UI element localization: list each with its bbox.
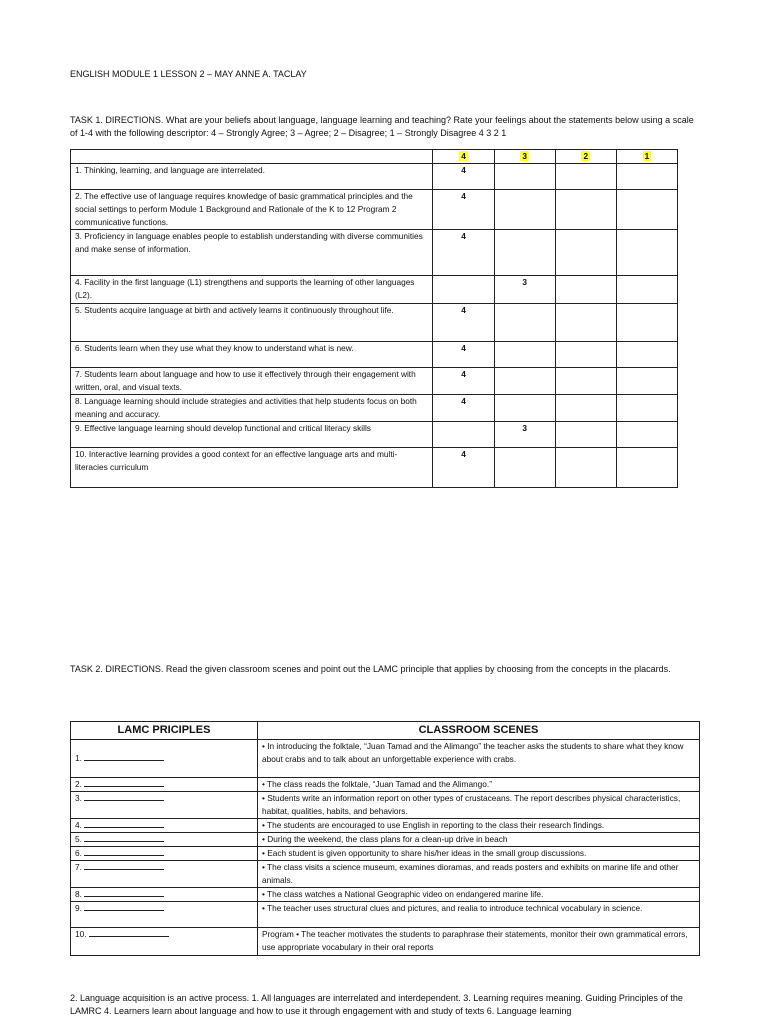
rating-cell-1[interactable]: [616, 422, 677, 448]
rating-cell-4[interactable]: 4: [433, 164, 494, 190]
rating-body: [71, 164, 678, 488]
answer-blank[interactable]: [84, 778, 164, 787]
rating-cell-1[interactable]: [616, 276, 677, 304]
rating-cell-1[interactable]: [616, 230, 677, 276]
rating-cell-4[interactable]: 4: [433, 448, 494, 488]
lamc-item-number: 1.: [75, 753, 82, 763]
rating-cell-1[interactable]: [616, 190, 677, 230]
lamc-scene-cell: • Students write an information report on other types of crustaceans. The report describes physical characteristics, habitat, qualities, habits, and behaviors.: [258, 792, 700, 819]
rating-cell-3[interactable]: [494, 304, 555, 342]
lamc-header-principles: LAMC PRICIPLES: [71, 722, 258, 740]
rating-cell-3[interactable]: [494, 342, 555, 368]
rating-header-4: 4: [433, 150, 494, 164]
rating-cell-1[interactable]: [616, 395, 677, 422]
rating-cell-4[interactable]: [433, 276, 494, 304]
lamc-row: [71, 740, 700, 778]
rating-row: [71, 342, 678, 368]
lamc-row: [71, 819, 700, 833]
lamc-item-number: 9.: [75, 903, 82, 913]
rating-cell-4[interactable]: [433, 422, 494, 448]
lamc-item-number: 10.: [75, 929, 87, 939]
rating-statement: 5. Students acquire language at birth and actively learns it continuously throughout life.: [71, 304, 433, 342]
lamc-principle-cell[interactable]: [71, 740, 258, 778]
rating-cell-3[interactable]: [494, 368, 555, 395]
rating-statement: 2. The effective use of language requires knowledge of basic grammatical principles and the social settings to perform Module 1 Background and Rationale of the K to 12 Program 2 communicative functions.: [71, 190, 433, 230]
lamc-header-scenes: CLASSROOM SCENES: [258, 722, 700, 740]
lamc-principle-cell[interactable]: [71, 861, 258, 888]
rating-cell-2[interactable]: [555, 304, 616, 342]
lamc-scene-cell: • The teacher uses structural clues and pictures, and realia to introduce technical vocabulary in science.: [258, 902, 700, 928]
rating-cell-1[interactable]: [616, 164, 677, 190]
rating-header-2: 2: [555, 150, 616, 164]
rating-statement: 3. Proficiency in language enables people to establish understanding with diverse communities and make sense of information.: [71, 230, 433, 276]
answer-blank[interactable]: [84, 902, 164, 911]
lamc-item-number: 6.: [75, 848, 82, 858]
answer-blank[interactable]: [84, 847, 164, 856]
rating-cell-1[interactable]: [616, 304, 677, 342]
rating-statement: 8. Language learning should include strategies and activities that help students focus on both meaning and accuracy.: [71, 395, 433, 422]
rating-cell-2[interactable]: [555, 395, 616, 422]
rating-cell-4[interactable]: 4: [433, 368, 494, 395]
rating-cell-3[interactable]: [494, 190, 555, 230]
footer-text: 2. Language acquisition is an active process. 1. All languages are interrelated and interdependent. 3. Learning requires meaning. Guiding Principles of the LAMRC 4. Learners learn about language and how to use it through engagement with and study of texts 6. Language learning: [70, 993, 683, 1016]
lamc-scene-cell: • The students are encouraged to use English in reporting to the class their research findings.: [258, 819, 700, 833]
rating-cell-1[interactable]: [616, 448, 677, 488]
rating-cell-2[interactable]: [555, 342, 616, 368]
lamc-body: [71, 740, 700, 956]
lamc-scene-cell: • Each student is given opportunity to share his/her ideas in the small group discussions.: [258, 847, 700, 861]
lamc-principle-cell[interactable]: [71, 778, 258, 792]
rating-statement: 9. Effective language learning should develop functional and critical literacy skills: [71, 422, 433, 448]
rating-header-statement: [71, 150, 433, 164]
rating-cell-2[interactable]: [555, 448, 616, 488]
rating-cell-3[interactable]: 3: [494, 422, 555, 448]
rating-header-3: 3: [494, 150, 555, 164]
rating-cell-3[interactable]: 3: [494, 276, 555, 304]
lamc-principle-cell[interactable]: [71, 792, 258, 819]
lamc-row: [71, 778, 700, 792]
lamc-row: [71, 861, 700, 888]
rating-statement: 1. Thinking, learning, and language are interrelated.: [71, 164, 433, 190]
lamc-item-number: 7.: [75, 862, 82, 872]
lamc-row: [71, 888, 700, 902]
rating-cell-2[interactable]: [555, 190, 616, 230]
lamc-item-number: 3.: [75, 793, 82, 803]
lamc-principle-cell[interactable]: [71, 928, 258, 956]
rating-row: [71, 230, 678, 276]
lamc-item-number: 8.: [75, 889, 82, 899]
answer-blank[interactable]: [84, 752, 164, 761]
rating-row: [71, 276, 678, 304]
lamc-scene-cell: • The class reads the folktale, “Juan Tamad and the Alimango.”: [258, 778, 700, 792]
rating-header-1: 1: [616, 150, 677, 164]
lamc-principle-cell[interactable]: [71, 819, 258, 833]
rating-row: [71, 368, 678, 395]
lamc-scene-cell: • The class visits a science museum, examines dioramas, and reads posters and exhibits on marine life and other animals.: [258, 861, 700, 888]
rating-row: [71, 164, 678, 190]
lamc-table: [70, 721, 700, 956]
rating-cell-4[interactable]: 4: [433, 230, 494, 276]
rating-row: [71, 190, 678, 230]
rating-row: [71, 448, 678, 488]
rating-cell-4[interactable]: 4: [433, 304, 494, 342]
lamc-item-number: 2.: [75, 779, 82, 789]
answer-blank[interactable]: [84, 833, 164, 842]
rating-cell-3[interactable]: [494, 230, 555, 276]
lamc-scene-cell: • The class watches a National Geographic video on endangered marine life.: [258, 888, 700, 902]
lamc-principle-cell[interactable]: [71, 902, 258, 928]
lamc-principle-cell[interactable]: [71, 888, 258, 902]
lamc-principle-cell[interactable]: [71, 833, 258, 847]
rating-statement: 10. Interactive learning provides a good context for an effective language arts and multi-literacies curriculum: [71, 448, 433, 488]
rating-row: [71, 395, 678, 422]
rating-statement: 6. Students learn when they use what they know to understand what is new.: [71, 342, 433, 368]
rating-row: [71, 422, 678, 448]
rating-row: [71, 304, 678, 342]
answer-blank[interactable]: [84, 792, 164, 801]
lamc-item-number: 4.: [75, 820, 82, 830]
rating-cell-2[interactable]: [555, 164, 616, 190]
rating-statement: 4. Facility in the first language (L1) strengthens and supports the learning of other languages (L2).: [71, 276, 433, 304]
lamc-scene-cell: • In introducing the folktale, “Juan Tamad and the Alimango” the teacher asks the students to share what they know about crabs and to talk about an unforgettable experience with crabs.: [258, 740, 700, 778]
lamc-row: [71, 928, 700, 956]
answer-blank[interactable]: [89, 928, 169, 937]
lamc-row: [71, 847, 700, 861]
answer-blank[interactable]: [84, 888, 164, 897]
answer-blank[interactable]: [84, 819, 164, 828]
rating-cell-3[interactable]: [494, 395, 555, 422]
rating-table: [70, 149, 678, 488]
lamc-row: [71, 902, 700, 928]
rating-cell-2[interactable]: [555, 276, 616, 304]
rating-cell-2[interactable]: [555, 230, 616, 276]
lamc-row: [71, 792, 700, 819]
rating-cell-2[interactable]: [555, 422, 616, 448]
lamc-principle-cell[interactable]: [71, 847, 258, 861]
lamc-header-row: [71, 722, 700, 740]
rating-cell-3[interactable]: [494, 448, 555, 488]
document-title: ENGLISH MODULE 1 LESSON 2 – MAY ANNE A. TACLAY: [70, 69, 307, 79]
rating-header-row: [71, 150, 678, 164]
rating-cell-4[interactable]: 4: [433, 342, 494, 368]
lamc-item-number: 5.: [75, 834, 82, 844]
lamc-scene-cell: Program • The teacher motivates the students to paraphrase their statements, monitor their own grammatical errors, use appropriate vocabulary in their oral reports: [258, 928, 700, 956]
lamc-scene-cell: • During the weekend, the class plans for a clean-up drive in beach: [258, 833, 700, 847]
rating-cell-4[interactable]: 4: [433, 395, 494, 422]
rating-cell-3[interactable]: [494, 164, 555, 190]
answer-blank[interactable]: [84, 861, 164, 870]
rating-cell-1[interactable]: [616, 342, 677, 368]
task1-directions: TASK 1. DIRECTIONS. What are your beliefs about language, language learning and teaching? Rate your feelings about the statements below using a scale of 1-4 with the following descriptor: 4 – Strongly Agree; 3 – Agree; 2 – Disagree; 1 – Strongly Disagree 4 3 2 1: [70, 115, 694, 138]
task2-directions: TASK 2. DIRECTIONS. Read the given classroom scenes and point out the LAMC principle that applies by choosing from the concepts in the placards.: [70, 664, 671, 674]
lamc-row: [71, 833, 700, 847]
rating-cell-2[interactable]: [555, 368, 616, 395]
rating-statement: 7. Students learn about language and how to use it effectively through their engagement with written, oral, and visual texts.: [71, 368, 433, 395]
rating-cell-4[interactable]: 4: [433, 190, 494, 230]
rating-cell-1[interactable]: [616, 368, 677, 395]
